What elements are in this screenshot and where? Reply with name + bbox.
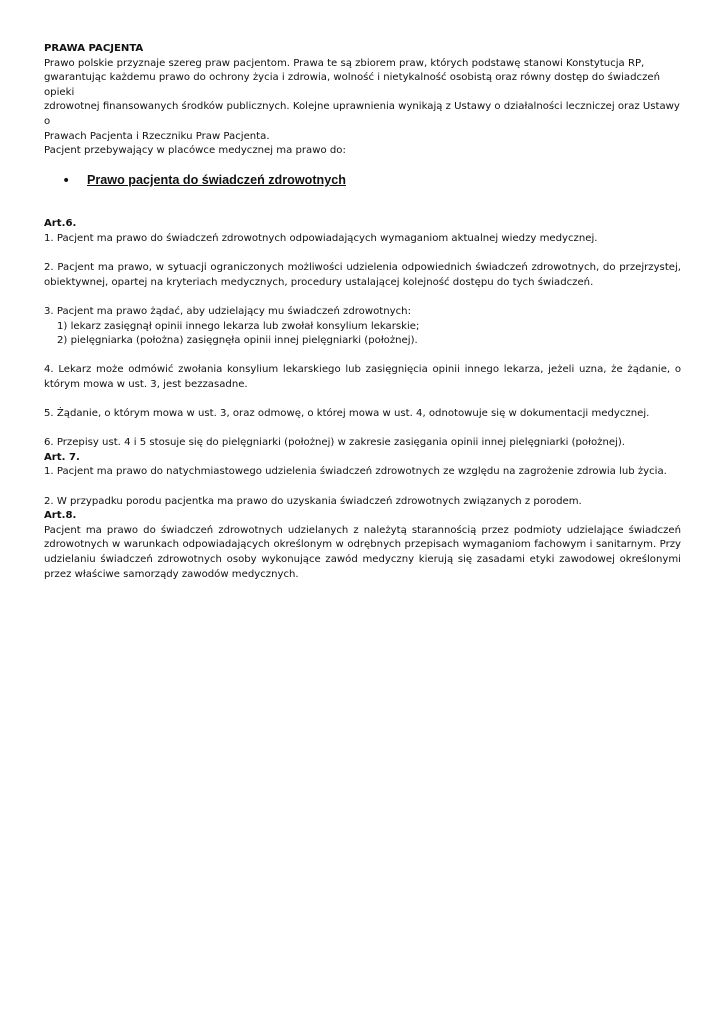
- intro-line-1: Prawo polskie przyznaje szereg praw pacjentom. Prawa te są zbiorem praw, których podstawę stanowi Konstytucja RP,: [44, 57, 645, 69]
- art6-list-item-1: 1) lekarz zasięgnął opinii innego lekarza lub zwołał konsylium lekarskie;: [57, 320, 420, 332]
- intro-line-5: Pacjent przebywający w placówce medycznej ma prawo do:: [44, 145, 346, 157]
- art6-paragraph-3: 3. Pacjent ma prawo żądać, aby udzielający mu świadczeń zdrowotnych:: [44, 305, 411, 317]
- art6-paragraph-2: 2. Pacjent ma prawo, w sytuacji ograniczonych możliwości udzielenia odpowiednich świadczeń zdrowotnych, do przejrzystej, obiektywnej, opartej na kryteriach medycznych, procedury ustalającej kolejność dostępu do tych świadczeń.: [44, 262, 681, 288]
- art6-paragraph-4: 4. Lekarz może odmówić zwołania konsylium lekarskiego lub zasięgnięcia opinii innego lekarza, jeżeli uzna, że żądanie, o którym mowa w ust. 3, jest bezzasadne.: [44, 364, 681, 390]
- intro-line-3: zdrowotnej finansowanych środków publicznych. Kolejne uprawnienia wynikają z Ustawy o działalności leczniczej oraz Ustawy o: [44, 101, 680, 127]
- art6-paragraph-6: 6. Przepisy ust. 4 i 5 stosuje się do pielęgniarki (położnej) w zakresie zasięgania opinii innej pielęgniarki (położnej).: [44, 437, 626, 449]
- document-page: [44, 42, 681, 582]
- intro-line-2: gwarantując każdemu prawo do ochrony życia i zdrowia, wolność i nietykalność osobistą oraz równy dostęp do świadczeń opieki: [44, 72, 660, 98]
- art7-paragraph-2: 2. W przypadku porodu pacjentka ma prawo do uzyskania świadczeń zdrowotnych związanych z porodem.: [44, 495, 582, 507]
- bullet-section-heading: [44, 171, 681, 203]
- art7-label: Art. 7.: [44, 451, 80, 463]
- art8-label: Art.8.: [44, 510, 77, 522]
- art6-paragraph-5: 5. Żądanie, o którym mowa w ust. 3, oraz odmowę, o której mowa w ust. 4, odnotowuje się w dokumentacji medycznej.: [44, 408, 650, 420]
- document-heading: PRAWA PACJENTA: [44, 43, 144, 54]
- intro-line-4: Prawach Pacjenta i Rzeczniku Praw Pacjenta.: [44, 130, 270, 142]
- art6-paragraph-1: 1. Pacjent ma prawo do świadczeń zdrowotnych odpowiadających wymaganiom aktualnej wiedzy medycznej.: [44, 232, 598, 244]
- section-title: Prawo pacjenta do świadczeń zdrowotnych: [87, 172, 346, 187]
- bullet-icon: •: [62, 172, 71, 189]
- art7-paragraph-1: 1. Pacjent ma prawo do natychmiastowego udzielenia świadczeń zdrowotnych ze względu na zagrożenie zdrowia lub życia.: [44, 466, 667, 478]
- art8-paragraph-1: Pacjent ma prawo do świadczeń zdrowotnych udzielanych z należytą starannością przez podmioty udzielające świadczeń zdrowotnych w warunkach odpowiadających określonym w odrębnych przepisach wymaganiom fachowym i sanitarnym. Przy udzielaniu świadczeń zdrowotnych osoby wykonujące zawód medyczny kierują się zasadami etyki zawodowej określonymi przez właściwe samorządy zawodów medycznych.: [44, 524, 681, 580]
- art6-label: Art.6.: [44, 218, 77, 230]
- art6-list-item-2: 2) pielęgniarka (położna) zasięgnęła opinii innej pielęgniarki (położnej).: [57, 335, 418, 347]
